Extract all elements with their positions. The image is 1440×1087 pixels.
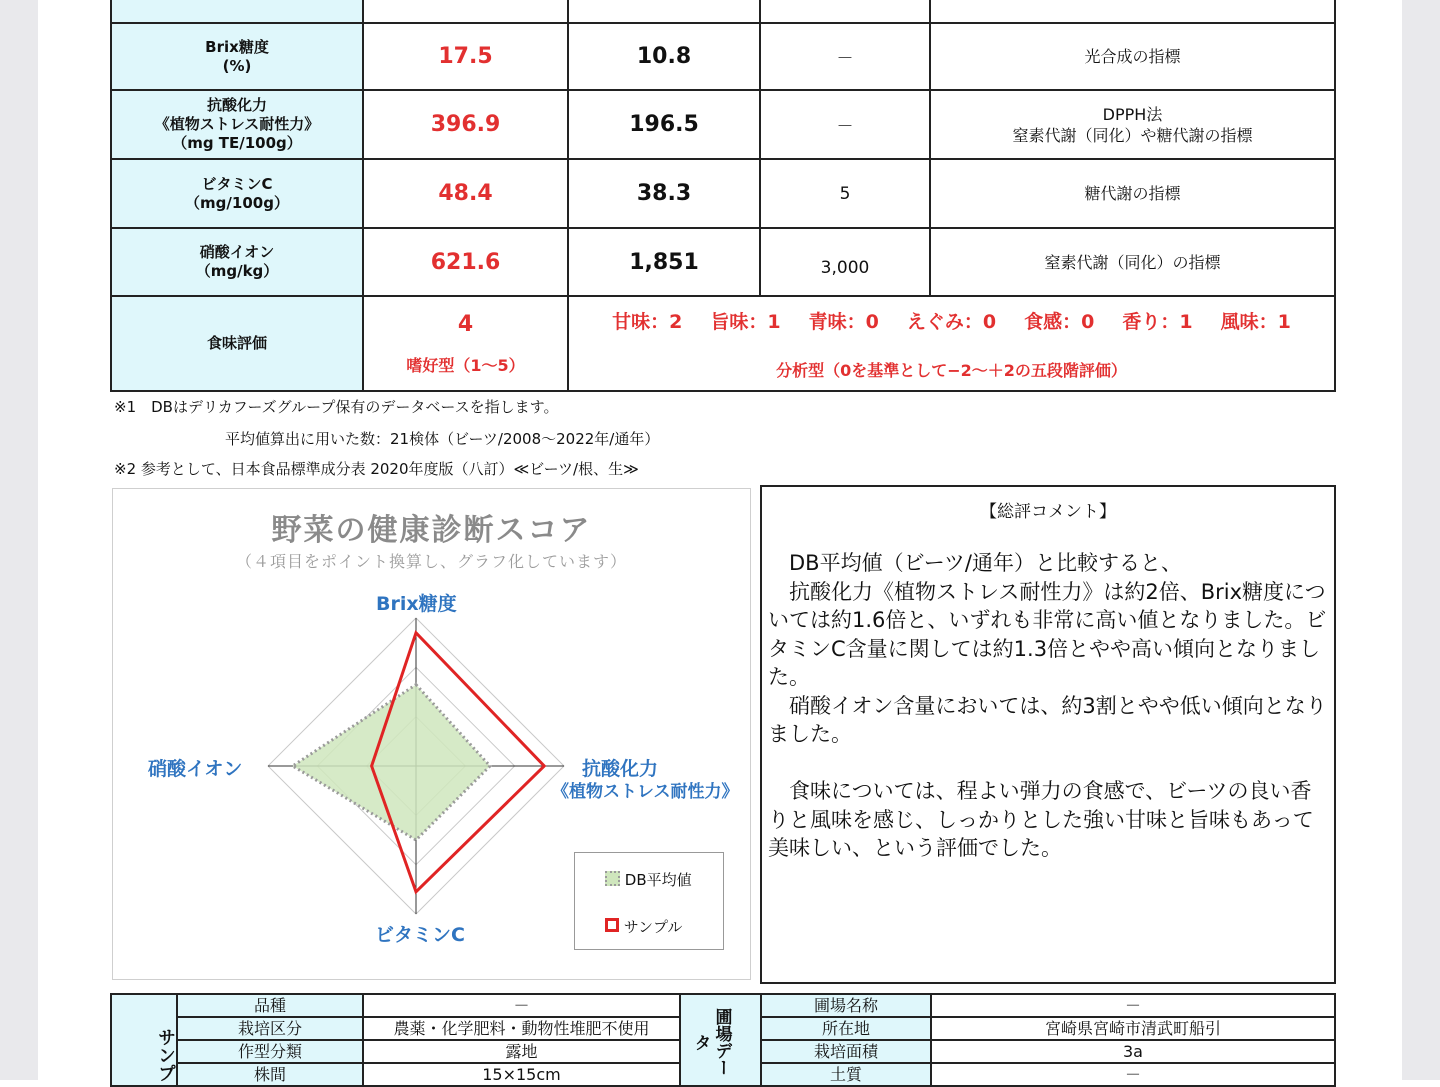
spacing-value: 15×15cm (363, 1063, 680, 1086)
table-row-antioxidant (111, 90, 1335, 159)
area-value: 3a (931, 1040, 1335, 1063)
table-row-nitrate (111, 228, 1335, 296)
indicator-note: 光合成の指標 (930, 23, 1335, 90)
axis-label-vitamin-c: ビタミンC (375, 924, 465, 946)
page-margin-left (0, 0, 38, 1080)
row-label: 抗酸化力 《植物ストレス耐性力》 （mg TE/100g） (111, 90, 363, 159)
spacing-label: 株間 (177, 1063, 363, 1086)
area-label: 栽培面積 (761, 1040, 931, 1063)
taste-items: 甘味：2 旨味：1 青味：0 えぐみ：0 食感：0 香り：1 風味：1 (612, 310, 1291, 333)
reference-value: － (760, 90, 930, 159)
axis-label-antioxidant-sub: 《植物ストレス耐性力》 (552, 782, 739, 802)
indicator-note: 窒素代謝（同化）の指標 (930, 228, 1335, 296)
reference-value: 3,000 (760, 228, 930, 296)
axis-label-nitrate: 硝酸イオン (148, 758, 243, 780)
variety-label: 品種 (177, 994, 363, 1017)
comment-body: DB平均値（ビーツ/通年）と比較すると、 抗酸化力《植物ストレス耐性力》は約2倍、Brix糖度については約1.6倍と、いずれも非常に高い値となりました。ビタミンC含量に関しては約1.3倍とやや高い傾向となりました。 硝酸イオン含量においては、約3割とやや低い傾向となりました。 食味については、程よい弾力の食感で、ビーツの良い香りと風味を感じ、しっかりとした強い甘味と旨味もあって美味しい、という評価でした。 (768, 551, 1327, 860)
summary-comment-box (760, 485, 1336, 984)
field-name-label: 圃場名称 (761, 994, 931, 1017)
sample-header: サンプ (111, 994, 177, 1086)
taste-score: 4 (457, 311, 474, 337)
table-row-taste (111, 296, 1335, 391)
cultivation-value: 農薬・化学肥料・動物性堆肥不使用 (363, 1017, 680, 1040)
field-data-header: 圃場データ (680, 994, 761, 1086)
crop-type-value: 露地 (363, 1040, 680, 1063)
cultivation-label: 栽培区分 (177, 1017, 363, 1040)
square-marker-icon (605, 918, 619, 932)
analysis-table (110, 0, 1336, 392)
table-row-vitamin-c (111, 159, 1335, 228)
reference-value: 5 (760, 159, 930, 228)
taste-score-cell (363, 296, 568, 391)
comment-title: 【総評コメント】 (980, 502, 1116, 522)
page-margin-right (1402, 0, 1440, 1080)
sample-value: 17.5 (363, 23, 568, 90)
sample-value: 396.9 (363, 90, 568, 159)
reference-value: － (760, 23, 930, 90)
chart-subtitle: （４項目をポイント換算し、グラフ化しています） (235, 552, 627, 571)
chart-legend (574, 852, 724, 950)
sample-value: 48.4 (363, 159, 568, 228)
dotted-marker-icon (605, 871, 620, 886)
indicator-note: DPPH法 窒素代謝（同化）や糖代謝の指標 (930, 90, 1335, 159)
sample-value: 621.6 (363, 228, 568, 296)
soil-value: － (931, 1063, 1335, 1086)
field-name-value: － (931, 994, 1335, 1017)
variety-value: － (363, 994, 680, 1017)
sample-field-table (110, 993, 1336, 1087)
taste-score-type: 嗜好型（1～5） (406, 355, 525, 375)
chart-title: 野菜の健康診断スコア (271, 513, 592, 548)
taste-analysis-cell (568, 296, 1335, 391)
axis-label-antioxidant: 抗酸化力 (582, 758, 659, 780)
location-label: 所在地 (761, 1017, 931, 1040)
footnote-1-detail: 平均値算出に用いた数：21検体（ビーツ/2008～2022年/通年） (225, 430, 660, 448)
legend-item-sample: サンプル (605, 916, 682, 937)
soil-label: 土質 (761, 1063, 931, 1086)
row-label: Brix糖度 (%) (111, 23, 363, 90)
row-label: 硝酸イオン （mg/kg） (111, 228, 363, 296)
table-row-header-remnant (111, 0, 1335, 23)
db-average-value: 38.3 (568, 159, 760, 228)
axis-label-brix: Brix糖度 (376, 593, 457, 615)
db-average-value: 196.5 (568, 90, 760, 159)
db-average-value: 10.8 (568, 23, 760, 90)
legend-item-db: DB平均値 (605, 869, 692, 890)
location-value: 宮崎県宮崎市清武町船引 (931, 1017, 1335, 1040)
taste-analysis-type: 分析型（0を基準として−2～＋2の五段階評価） (776, 360, 1127, 380)
table-row-brix (111, 23, 1335, 90)
db-average-value: 1,851 (568, 228, 760, 296)
indicator-note: 糖代謝の指標 (930, 159, 1335, 228)
taste-label: 食味評価 (111, 296, 363, 391)
footnote-1: ※1 DBはデリカフーズグループ保有のデータベースを指します。 (114, 398, 559, 416)
crop-type-label: 作型分類 (177, 1040, 363, 1063)
footnote-2: ※2 参考として、日本食品標準成分表 2020年度版（八訂）≪ビーツ/根、生≫ (114, 460, 639, 478)
row-label: ビタミンC （mg/100g） (111, 159, 363, 228)
